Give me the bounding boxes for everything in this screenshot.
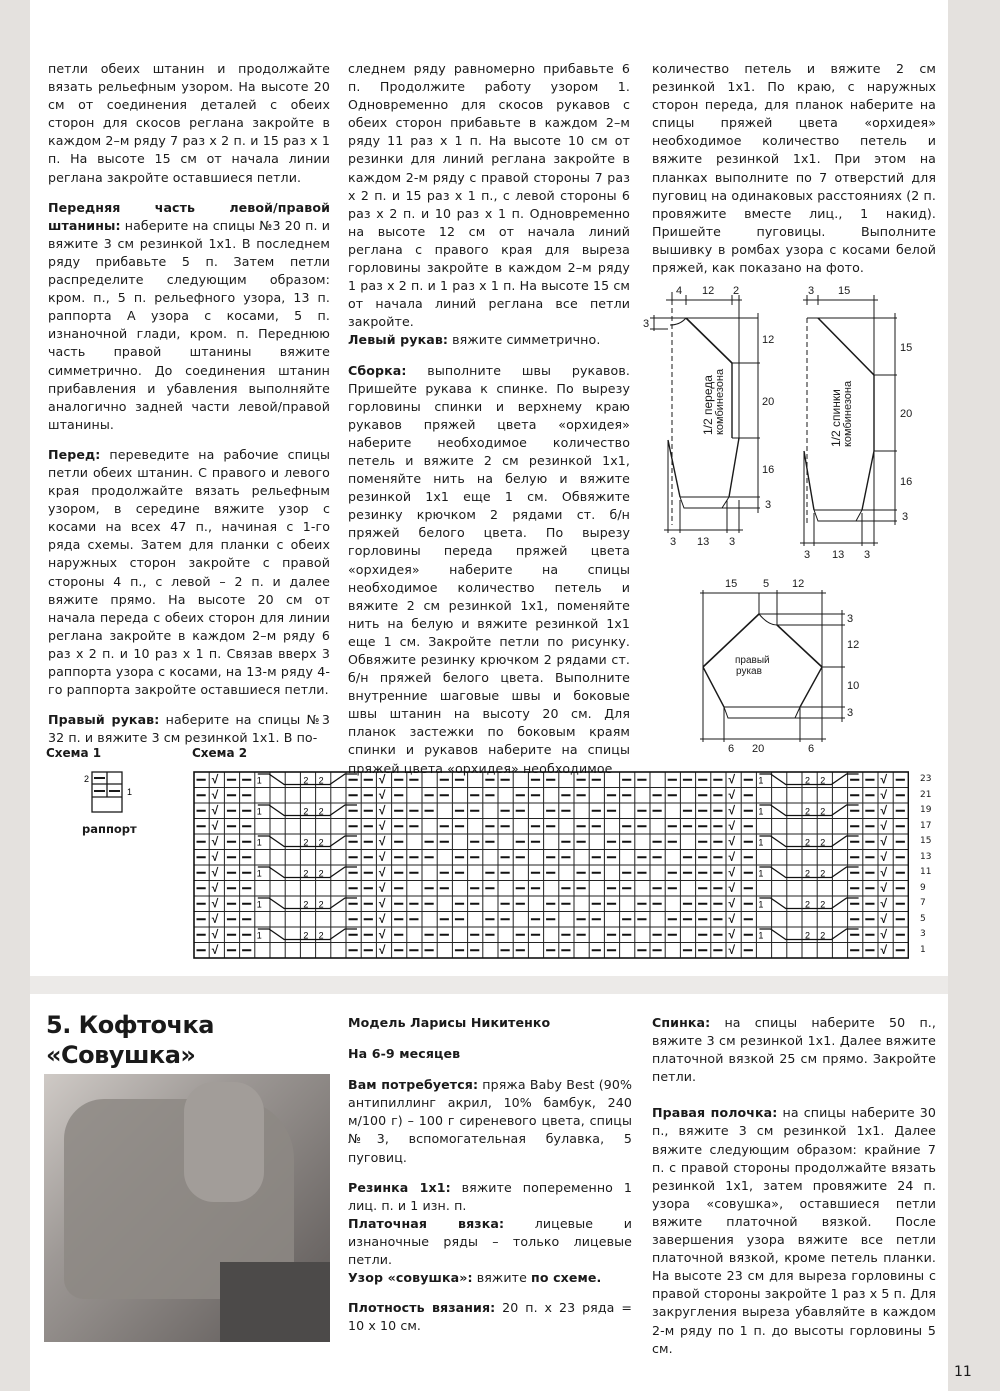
dim-label: 3: [847, 613, 854, 625]
svg-text:2: 2: [805, 899, 811, 910]
paragraph-text: наберите на спицы №3 32 п. и вяжите 3 см резинкой 1x1. В по-: [48, 712, 330, 746]
svg-text:2: 2: [805, 837, 811, 848]
paragraph-heading: Перед:: [48, 446, 101, 462]
dim-label: 20: [900, 408, 913, 420]
page-number: 11: [954, 1364, 972, 1380]
svg-text:√: √: [211, 927, 219, 942]
row-label: 11: [920, 867, 932, 877]
paragraph-text: петли обеих штанин и продолжайте вязать рельефным узором. На высоте 20 см от соединения деталей с обеих сторон для скосов реглана закройте в каждом 2–м ряду 7 раз x 2 п. и 15 раз x 1 п. На высоте 15 см от начала линии реглана закройте оставшиеся петли.: [48, 61, 330, 185]
paragraph-text: следнем ряду равномерно прибавьте 6 п. Продолжите работу узором 1. Одновременно для скосов рукавов с обеих сторон прибавьте в каждом 2–м ряду 11 раз x 1 п. На высоте 10 см от резинки для линий реглана закройте в каждом 2-м ряду с правой стороны 7 раз x 2 п. и 15 раз x 1 п., с левой стороны 6 раз x 2 п. и 10 раз x 1 п. Одновременно на высоте 12 см от начала линий реглана с правого края для выреза горловины закройте в каждом 2–м ряду 1 раз x 2 п. и 1 раз x 1 п. На высоте 15 см от начала линий реглана все петли закройте.: [348, 61, 630, 330]
svg-text:√: √: [728, 819, 736, 833]
svg-text:2: 2: [318, 868, 324, 879]
bottom-text-column-2: [652, 1014, 936, 1370]
title-line-1: 5. Кофточка: [46, 1011, 214, 1039]
paragraph-heading: Плотность вязания:: [348, 1300, 496, 1316]
svg-text:√: √: [378, 865, 386, 880]
svg-text:1: 1: [256, 868, 262, 879]
paragraph-text: на спицы наберите 30 п., вяжите 3 см резинкой 1x1. Далее вяжите следующим образом: крайние 7 п. с правой стороны продолжайте вязать резинкой 1x1, затем провяжите 24 п. узора «совушка», оставшиеся петли вяжите платочной вязкой. После завершения узора вяжите все петли платочной вязкой, кроме петель планки. На высоте 23 см для выреза горловины с правой стороны закройте 1 раз x 5 п. Для закругления выреза убавляйте в каждом 2-м ряду по 1 п. до высоты горловины 5 см.: [652, 1105, 936, 1356]
dim-label: 13: [832, 549, 845, 561]
svg-text:√: √: [211, 943, 219, 957]
paragraph: [348, 60, 630, 331]
dim-label: 4: [676, 285, 683, 297]
svg-text:1: 1: [256, 930, 262, 941]
paragraph-text: наберите на спицы №3 20 п. и вяжите 3 см резинкой 1x1. В последнем ряду прибавьте 5 п. Затем петли распределите следующим образом: кром. п., 5 п. рельефного узора, 13 п. раппорта А узора с косами, 5 п. изнаночной глади, кром. п. Переднюю часть правой штанины вяжите симметрично. До соединения штанин прибавления и убавления выполняйте аналогично задней части левой/правой штанины.: [48, 217, 330, 432]
svg-text:√: √: [728, 912, 736, 926]
paragraph: [348, 1014, 632, 1032]
paragraph: [652, 60, 936, 277]
bottom-text-column-1: [348, 1014, 632, 1347]
paragraph-heading: Резинка 1x1:: [348, 1179, 451, 1195]
svg-text:2: 2: [318, 899, 324, 910]
scheme-2-grid: [193, 771, 909, 959]
svg-text:1: 1: [256, 775, 262, 786]
page-edge-right: [948, 0, 1000, 1391]
dim-label: 3: [729, 536, 736, 548]
svg-text:2: 2: [820, 775, 826, 786]
dim-label: 3: [808, 285, 815, 297]
svg-text:√: √: [211, 772, 219, 787]
svg-text:√: √: [211, 896, 219, 911]
svg-text:√: √: [378, 881, 386, 895]
svg-text:√: √: [880, 881, 888, 895]
paragraph-heading: Узор «совушка»:: [348, 1270, 473, 1286]
svg-text:√: √: [728, 772, 736, 787]
svg-text:√: √: [880, 788, 888, 802]
dim-label: 5: [763, 578, 770, 590]
svg-text:√: √: [211, 881, 219, 895]
title-line-2: «Совушка»: [46, 1041, 196, 1069]
dim-label: 16: [900, 476, 913, 488]
svg-text:√: √: [880, 819, 888, 833]
svg-text:√: √: [728, 850, 736, 864]
row-label: 7: [920, 898, 926, 908]
scheme-1-caption: раппорт: [82, 822, 137, 836]
scheme-2-title: Схема 2: [192, 746, 248, 760]
svg-text:1: 1: [758, 930, 764, 941]
dim-label: 12: [702, 285, 715, 297]
svg-text:2: 2: [303, 868, 309, 879]
product-photo: [44, 1074, 330, 1342]
svg-text:2: 2: [318, 806, 324, 817]
dim-label: 3: [864, 549, 871, 561]
dim-label: 3: [804, 549, 811, 561]
dim-label: 15: [725, 578, 738, 590]
paragraph-heading: Правый рукав:: [48, 712, 160, 728]
paragraph-text: лицевые и изнаночные ряды – только лицевые петли.: [348, 1215, 632, 1268]
svg-text:2: 2: [805, 806, 811, 817]
row-label: 1: [920, 944, 926, 955]
front-label-line1: 1/2 переда: [701, 375, 715, 435]
dim-label: 3: [670, 536, 677, 548]
dim-label: 3: [902, 511, 909, 523]
dim-label: 16: [762, 464, 775, 476]
svg-text:2: 2: [303, 806, 309, 817]
svg-text:√: √: [728, 927, 736, 942]
dim-label: 12: [792, 578, 805, 590]
row-label: 17: [920, 820, 932, 831]
article-title: [46, 1010, 214, 1070]
svg-text:2: 2: [805, 930, 811, 941]
front-label-line2: комбинезона: [714, 368, 726, 435]
svg-text:2: 2: [805, 868, 811, 879]
text-column-3: [652, 60, 936, 289]
row-label: 23: [920, 774, 932, 784]
paragraph-text: 20 п. x 23 ряда = 10 x 10 см.: [348, 1300, 632, 1334]
svg-text:2: 2: [303, 837, 309, 848]
row-label: 1: [127, 787, 133, 797]
svg-text:√: √: [880, 834, 888, 849]
age-range: На 6-9 месяцев: [348, 1046, 461, 1062]
paragraph: [348, 1045, 632, 1063]
dim-label: 20: [752, 743, 765, 755]
dim-label: 6: [728, 743, 735, 755]
svg-text:1: 1: [758, 899, 764, 910]
svg-text:√: √: [211, 788, 219, 802]
paragraph: [652, 1014, 936, 1086]
svg-text:√: √: [211, 865, 219, 880]
scheme-1-title: Схема 1: [46, 746, 102, 760]
svg-text:√: √: [880, 865, 888, 880]
paragraph: [348, 362, 630, 778]
svg-text:√: √: [211, 819, 219, 833]
pattern-diagrams: [640, 275, 940, 765]
row-label: 9: [920, 882, 926, 893]
svg-text:√: √: [378, 927, 386, 942]
svg-text:√: √: [211, 850, 219, 864]
svg-text:√: √: [880, 896, 888, 911]
scheme-2-row-labels: [920, 772, 931, 958]
paragraph: [48, 199, 330, 434]
svg-text:√: √: [880, 803, 888, 818]
svg-text:2: 2: [318, 775, 324, 786]
scheme-2-chart: [193, 771, 909, 963]
svg-text:√: √: [378, 943, 386, 957]
sleeve-label-line1: правый: [735, 655, 770, 666]
row-label: 5: [920, 913, 926, 924]
text-column-2: [348, 60, 630, 790]
dim-label: 12: [847, 639, 860, 651]
svg-text:√: √: [211, 912, 219, 926]
paragraph-heading: Передняя часть левой/правой штанины:: [48, 199, 330, 233]
row-label: 19: [920, 805, 932, 815]
paragraph-text: количество петель и вяжите 2 см резинкой 1x1. По краю, с наружных сторон переда, для планок наберите на спицы пряжей цвета «орхидея» необходимое количество петель и вяжите резинкой 1x1. При этом на планках выполните по 7 отверстий для пуговиц на одинаковых расстояниях (2 п. провяжите вместе лиц., 1 накид). Пришейте пуговицы. Выполните вышивку в ромбах узора с косами белой пряжей, как показано на фото.: [652, 61, 936, 276]
row-label: 21: [920, 789, 932, 800]
dim-label: 15: [900, 342, 913, 354]
svg-text:1: 1: [758, 775, 764, 786]
paragraph: [48, 60, 330, 187]
svg-text:1: 1: [758, 868, 764, 879]
svg-text:√: √: [880, 772, 888, 787]
row-label: 3: [920, 929, 926, 939]
paragraph-text: на спицы наберите 50 п., вяжите 3 см резинкой 1x1. Далее вяжите платочной вязкой 25 см прямо. Закройте петли.: [652, 1015, 936, 1085]
row-label: 15: [920, 836, 932, 846]
svg-text:√: √: [378, 912, 386, 926]
svg-text:2: 2: [820, 806, 826, 817]
paragraph: [348, 1269, 632, 1287]
paragraph: [48, 446, 330, 699]
svg-text:1: 1: [758, 806, 764, 817]
svg-text:1: 1: [758, 837, 764, 848]
svg-text:√: √: [211, 803, 219, 818]
svg-text:√: √: [378, 772, 386, 787]
svg-text:√: √: [880, 943, 888, 957]
photo-sleeve: [184, 1082, 264, 1202]
paragraph: [652, 1104, 936, 1357]
svg-text:2: 2: [303, 775, 309, 786]
svg-text:√: √: [880, 927, 888, 942]
paragraph-heading: Платочная вязка:: [348, 1215, 505, 1231]
svg-text:2: 2: [820, 899, 826, 910]
paragraph: [348, 1215, 632, 1269]
dim-label: 3: [643, 318, 650, 330]
svg-text:2: 2: [820, 868, 826, 879]
svg-text:√: √: [880, 912, 888, 926]
dim-label: 15: [838, 285, 851, 297]
paragraph-text: выполните швы рукавов. Пришейте рукава к спинке. По вырезу горловины спинки и верхнему краю рукавов пряжей цвета «орхидея» наберите необходимое количество петель и вяжите 2 см резинкой 1x1, поменяйте нить на белую и вяжите резинкой 1x1 еще 1 см. Обвяжите резинку крючком 2 рядами ст. б/н пряжей белого цвета. По вырезу горловины переда пряжей цвета «орхидея» наберите на спицы необходимое количество петель и вяжите 2 см резинкой 1x1, поменяйте нить на белую и вяжите резинкой 1x1 еще 1 см. Закройте петли по рисунку. Обвяжите резинку крючком 2 рядами ст. б/н пряжей белого цвета. Выполните внутренние шаговые швы и боковые швы штанин на высоту 20 см. Для планок застежки по боковым краям спинки и рукавов наберите на спицы пряжей цвета «орхидея» необходимое: [348, 362, 630, 776]
svg-text:√: √: [728, 834, 736, 849]
dim-label: 2: [733, 285, 740, 297]
dim-label: 12: [762, 334, 775, 346]
paragraph-text: переведите на рабочие спицы петли обеих штанин. С правого и левого края продолжайте вязать рельефным узором, в середине вяжите узор с косами на всех 47 п., начиная с 1-го ряда схемы. Затем для планки с обеих наружных сторон закройте с правой стороны 4 п., с левой – 2 п. и далее вяжите прямо. На высоте 20 см от начала переда с обеих сторон для линии реглана закройте в каждом 2–м ряду 6 раз x 2 п. и 10 раз x 1 п. Связав вверх 3 раппорта узора с косами, на 13-м ряду 4-го раппорта закройте оставшиеся петли.: [48, 446, 330, 698]
row-label: 2: [84, 774, 90, 784]
svg-text:√: √: [880, 850, 888, 864]
paragraph: [348, 331, 630, 349]
paragraph-text: вяжите симметрично.: [448, 332, 601, 348]
model-author: Модель Ларисы Никитенко: [348, 1015, 551, 1030]
paragraph-text: пряжа Baby Best (90% антипиллинг акрил, 10% бамбук, 240 м/100 г) – 100 г сиреневого цвета, спицы №3, вспомогательная булавка, 5 пуговиц.: [348, 1077, 633, 1165]
svg-text:√: √: [728, 896, 736, 911]
dim-label: 13: [697, 536, 710, 548]
svg-text:1: 1: [256, 806, 262, 817]
paragraph-text: вяжите попеременно 1 лиц. п. и 1 изн. п.: [348, 1179, 632, 1213]
paragraph: [48, 711, 330, 747]
svg-text:1: 1: [256, 899, 262, 910]
back-label-line1: 1/2 спинки: [829, 389, 843, 447]
paragraph-tail: по схеме.: [531, 1270, 602, 1286]
svg-text:√: √: [728, 865, 736, 880]
sleeve-label-line2: рукав: [736, 666, 762, 677]
paragraph: [348, 1299, 632, 1335]
paragraph-heading: Правая полочка:: [652, 1105, 778, 1121]
svg-text:2: 2: [820, 930, 826, 941]
svg-text:√: √: [378, 896, 386, 911]
svg-text:√: √: [728, 788, 736, 802]
svg-text:1: 1: [256, 837, 262, 848]
svg-text:2: 2: [318, 930, 324, 941]
svg-text:√: √: [728, 943, 736, 957]
paragraph-heading: Сборка:: [348, 362, 407, 378]
paragraph-heading: Левый рукав:: [348, 332, 449, 348]
photo-jeans: [220, 1262, 330, 1342]
paragraph: [348, 1076, 632, 1166]
svg-text:2: 2: [303, 899, 309, 910]
svg-text:√: √: [378, 788, 386, 802]
svg-text:2: 2: [303, 930, 309, 941]
back-label-line2: комбинезона: [842, 380, 854, 447]
svg-text:√: √: [378, 819, 386, 833]
svg-text:√: √: [378, 850, 386, 864]
dim-label: 6: [808, 743, 815, 755]
paragraph: [348, 1179, 632, 1215]
svg-text:2: 2: [318, 837, 324, 848]
svg-text:√: √: [728, 881, 736, 895]
svg-text:2: 2: [805, 775, 811, 786]
svg-text:√: √: [378, 803, 386, 818]
svg-text:√: √: [211, 834, 219, 849]
svg-text:√: √: [728, 803, 736, 818]
dim-label: 10: [847, 680, 860, 692]
row-label: 13: [920, 851, 932, 862]
dim-label: 20: [762, 396, 775, 408]
svg-text:√: √: [378, 834, 386, 849]
svg-text:2: 2: [820, 837, 826, 848]
text-column-1: [48, 60, 330, 759]
dim-label: 3: [847, 707, 854, 719]
page-edge-left: [0, 0, 30, 1391]
paragraph-heading: Вам потребуется:: [348, 1077, 479, 1093]
paragraph-heading: Спинка:: [652, 1015, 711, 1030]
sleeve-diagram: [700, 590, 845, 742]
dim-label: 3: [765, 499, 772, 511]
paragraph-text: вяжите: [472, 1270, 532, 1286]
